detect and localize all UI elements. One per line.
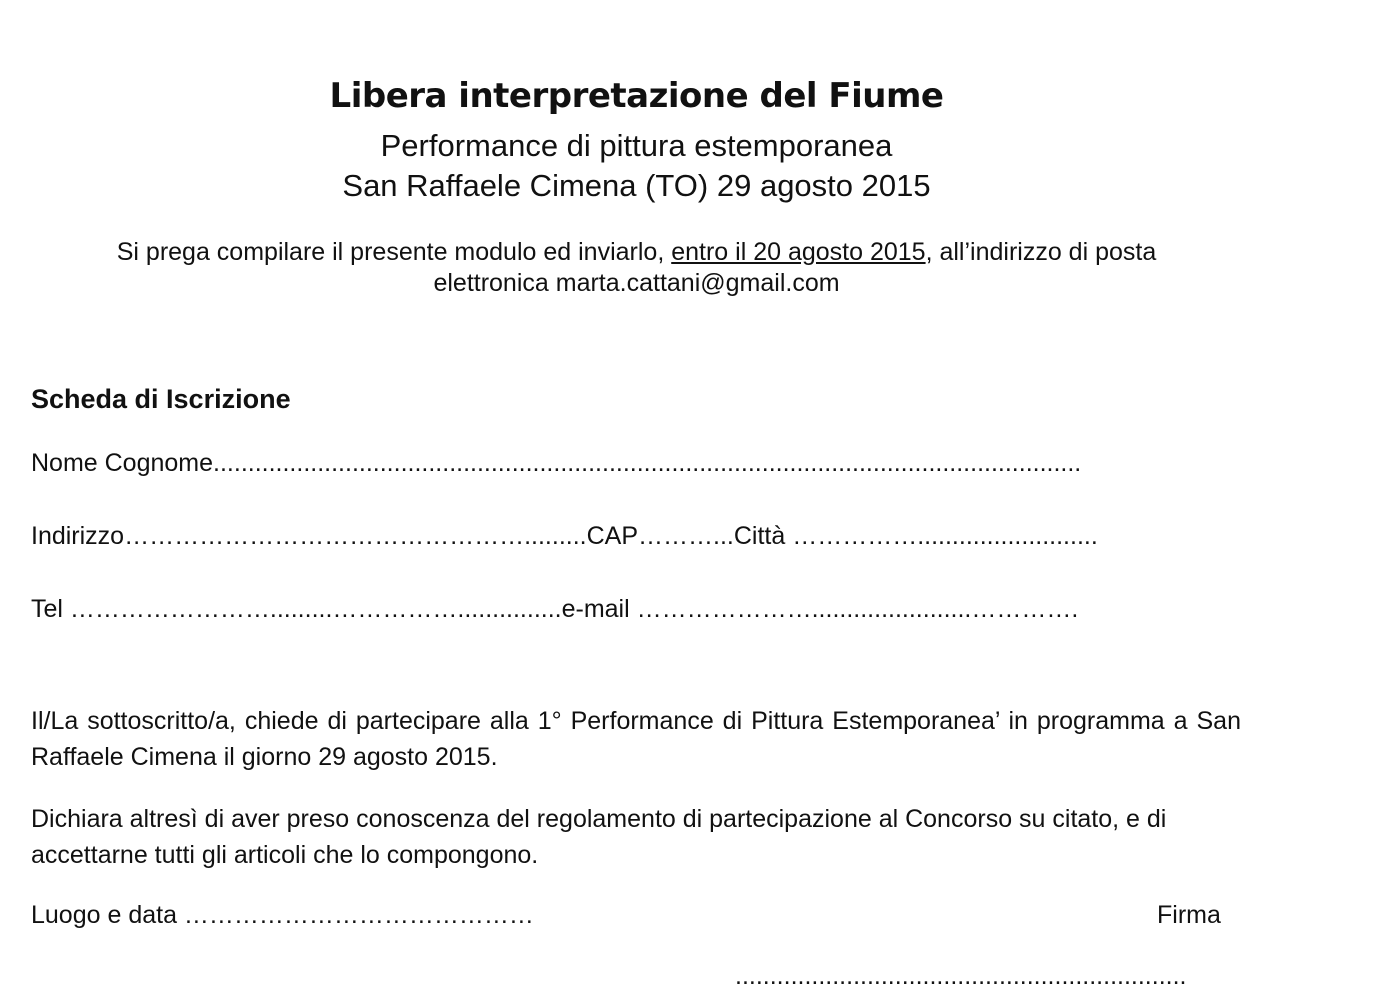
participation-paragraph: Il/La sottoscritto/a, chiede di partecipare alla 1° Performance di Pittura Estemporanea’ in programma a San Raffaele Cimena il giorno 29 agosto 2015. xyxy=(31,707,1241,771)
document-subtitle-event: Performance di pittura estemporanea xyxy=(380,128,893,163)
address-cap-city-field[interactable]: Indirizzo………………………………………….........CAP………...Città …………….......................... xyxy=(31,522,1098,550)
section-title: Scheda di Iscrizione xyxy=(31,384,291,414)
intro-line-1 xyxy=(0,237,1273,268)
name-surname-field[interactable]: Nome Cognome............................................................................................................................. xyxy=(31,449,1082,477)
intro-text-after: , all’indirizzo di posta xyxy=(925,238,1157,266)
phone-email-field[interactable]: Tel …………………….........……………...............e-mail ………………….......................…………. xyxy=(31,595,1079,623)
document-subtitle-place-date: San Raffaele Cimena (TO) 29 agosto 2015 xyxy=(342,168,931,203)
document-title: Libera interpretazione del Fiume xyxy=(329,76,944,116)
intro-deadline: entro il 20 agosto 2015 xyxy=(671,238,926,266)
signature-line[interactable]: ................................................................. xyxy=(735,962,1187,990)
signature-label: Firma xyxy=(1157,901,1221,929)
place-date-field[interactable]: Luogo e data …………………………………… xyxy=(31,901,534,929)
intro-line-2: elettronica marta.cattani@gmail.com xyxy=(433,269,840,297)
declaration-paragraph: Dichiara altresì di aver preso conoscenza del regolamento di partecipazione al Concorso su citato, e di accettarne tutti gli articoli che lo compongono. xyxy=(31,805,1167,869)
intro-text-before: Si prega compilare il presente modulo ed inviarlo, xyxy=(116,238,672,266)
